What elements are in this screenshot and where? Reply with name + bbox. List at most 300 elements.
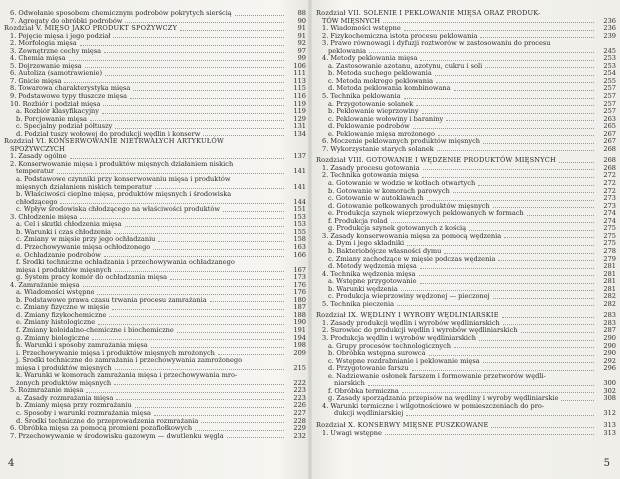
leader-dots: [83, 286, 284, 287]
toc-entry-page: 253: [603, 61, 616, 70]
toc-entry-page: 166: [293, 250, 306, 259]
leader-dots: [385, 434, 594, 435]
toc-entry-page: 292: [603, 356, 616, 365]
toc-entry-page: 91: [297, 31, 306, 40]
toc-entry-title: f. Zmiany koloidalno-chemiczne i biochemiczne: [16, 325, 174, 334]
leader-dots: [444, 253, 594, 254]
toc-entry-page: 281: [603, 277, 616, 286]
toc-entry-title: 3. Zasady konserwowania mięsa za pomocą wędzenia: [322, 231, 502, 240]
toc-entry-title: 7. Gnicie mięsa: [10, 76, 62, 85]
toc-entry-title: 10. Rozbiór i podział mięsa: [10, 99, 101, 108]
toc-entry-title: b. Metoda suchego peklowania: [328, 69, 432, 78]
toc-entry-page: 153: [293, 212, 306, 221]
leader-dots: [368, 385, 594, 386]
leader-dots: [454, 90, 594, 91]
leader-dots: [420, 60, 594, 61]
toc-entry-title: Rozdział VII. SOLENIE I PEKLOWANIE MIĘSA ORAZ PRODUK-: [316, 10, 541, 17]
leader-dots: [90, 120, 284, 121]
toc-entry-page: 97: [297, 46, 306, 55]
toc-entry-page: 176: [293, 288, 306, 297]
toc-entry-title: 3. Zewnętrzne cechy mięsa: [10, 46, 102, 55]
leader-dots: [397, 305, 594, 306]
toc-entry-page: 272: [603, 179, 616, 188]
leader-dots: [130, 98, 284, 99]
toc-entry-title: d. Gotowanie pełkowanych produktów mięsnych: [328, 201, 490, 210]
toc-entry-title: 4. Warunki termiczne i wilgotnościowe w pomieszczeniach do pro-: [322, 401, 545, 410]
toc-entry-page: 290: [603, 349, 616, 358]
toc-entry-page: 167: [293, 265, 306, 274]
toc-entry-title: Rozdział X. KONSERWY MIĘSNE PUSZKOWANE: [316, 420, 489, 429]
toc-entry-page: 313: [603, 428, 616, 437]
toc-entry-title: 6. Moczenie peklowanych produktów mięsnych: [322, 137, 481, 146]
leader-dots: [170, 279, 284, 280]
leader-dots: [158, 241, 284, 242]
toc-entry-page: 268: [603, 144, 616, 153]
leader-dots: [446, 120, 594, 121]
toc-entry-page: 141: [293, 182, 306, 191]
leader-dots: [113, 37, 284, 38]
toc-entry-title: c. Metoda mokrego peklowania: [328, 76, 434, 85]
toc-entry-title: b. Zmiany mięsa przy rozmrażaniu: [16, 401, 132, 410]
toc-entry-title: g. Produkcja szynek gotowanych z kością: [328, 224, 467, 233]
toc-entry-page: 223: [293, 386, 306, 395]
toc-entry-title: e. Zmiany histologiczne: [16, 318, 96, 327]
toc-entry-title: niarskich: [334, 379, 365, 388]
toc-entry-title: 7. Wykorzystanie starych solanek: [322, 144, 434, 153]
toc-entry-page: 194: [293, 333, 306, 342]
toc-entry-title: j. Środki techniczne do zamrażania i przechowywania zamrożonego: [16, 356, 243, 365]
leader-dots: [493, 207, 594, 208]
leader-dots: [479, 340, 594, 341]
leader-dots: [125, 22, 284, 23]
toc-entry-page: 111: [293, 69, 306, 78]
leader-dots: [422, 113, 594, 114]
toc-entry-title: a. Zastosowanie azotanu, azotynu, cukru i soli: [328, 61, 483, 70]
toc-entry-title: 7. Przechowywanie w środowisku gazowym — dwutlenku węgla: [10, 431, 224, 440]
toc-entry-page: 296: [603, 364, 616, 373]
toc-entry-title: 1. Zasady ogólne: [10, 152, 67, 161]
leader-dots: [235, 15, 284, 16]
toc-entry-page: 274: [603, 209, 616, 218]
toc-entry-page: 99: [297, 54, 306, 63]
toc-entry-title: a. Zasady rozmrażania mięsa: [16, 393, 114, 402]
toc-entry-title: b. Peklowanie wieprzowiny: [328, 107, 419, 116]
leader-dots: [85, 67, 284, 68]
toc-entry-title: e. Ochładzanie podrobów: [16, 250, 101, 259]
toc-entry-page: 129: [293, 114, 306, 123]
toc-entry-title: h. Warunki i sposoby zamrażania mięsa: [16, 341, 148, 350]
toc-entry-page: 144: [293, 197, 306, 206]
toc-entry-page: 151: [293, 205, 306, 214]
toc-entry-title: c. Produkcja wieprzowiny wędzonej — pieczonej: [328, 292, 490, 301]
leader-dots: [64, 82, 284, 83]
toc-entry-title: 6. Autoliza (samotrawienie): [10, 69, 103, 78]
toc-entry-page: 257: [603, 84, 616, 93]
toc-entry-title: a. Dym i jego składniki: [328, 239, 405, 248]
toc-entry-page: 282: [603, 292, 616, 301]
leader-dots: [480, 37, 594, 38]
leader-dots: [483, 362, 594, 363]
toc-entry-title: mięsa i produktów mięsnych: [16, 363, 112, 372]
toc-entry-page: 257: [603, 92, 616, 101]
toc-entry-page: 308: [603, 394, 616, 403]
toc-entry-title: 4. Zamrażanie mięsa: [10, 280, 80, 289]
toc-entry-page: 255: [603, 76, 616, 85]
toc-entry-page: 90: [297, 16, 306, 25]
leader-dots: [180, 30, 284, 31]
toc-entry-page: 275: [603, 224, 616, 233]
toc-entry-page: 187: [293, 303, 306, 312]
toc-entry-page: 153: [293, 220, 306, 229]
toc-entry: [316, 301, 616, 309]
toc-entry-page: 275: [603, 231, 616, 240]
toc-entry-page: 273: [603, 201, 616, 210]
leader-dots: [103, 105, 284, 106]
toc-entry-title: k. Warunki w komorach zamrażania mięsa i przechowywania mro-: [16, 371, 238, 380]
toc-entry-page: 265: [603, 122, 616, 131]
leader-dots: [125, 226, 284, 227]
leader-dots: [437, 150, 594, 151]
leader-dots: [469, 230, 594, 231]
toc-entry-title: f. Produkcja rolad: [328, 216, 388, 225]
toc-entry-page: 278: [603, 246, 616, 255]
left-page: [4, 10, 306, 450]
toc-entry-title: 6. Obróbka mięsa za pomocą promieni pozafiołkowych: [10, 424, 193, 433]
leader-dots: [115, 128, 284, 129]
toc-entry-title: 2. Fizykochemiczna istota procesu peklowania: [322, 31, 478, 40]
leader-dots: [406, 415, 594, 416]
toc-entry-title: temperatur: [16, 167, 55, 176]
toc-entry-page: 272: [603, 186, 616, 195]
toc-entry-title: 2. Morfologia mięsa: [10, 39, 77, 48]
toc-entry-title: a. Grupy procesów technologicznych: [328, 341, 452, 350]
leader-dots: [402, 392, 594, 393]
leader-dots: [80, 45, 284, 46]
leader-dots: [57, 173, 284, 174]
toc-entry-title: f. Środki techniczne ochładzania i przechowywania ochładzanego: [16, 258, 235, 267]
leader-dots: [153, 249, 284, 250]
leader-dots: [420, 268, 594, 269]
toc-entry-title: 5. Dojrzewanie mięsa: [10, 61, 82, 70]
toc-entry-page: 215: [293, 363, 306, 372]
toc-entry-title: mięsa i produktów mięsnych: [16, 265, 112, 274]
toc-entry-title: c. Wstępne rozdrabnianie i peklowanie mięsa: [328, 356, 480, 365]
toc-entry-title: dukcji wędliniarskiej: [334, 409, 404, 418]
toc-entry-page: 257: [603, 107, 616, 116]
toc-entry-title: c. Zmiany fizyczne w mięsie: [16, 303, 110, 312]
leader-dots: [109, 316, 284, 317]
toc-entry-title: c. Sposoby i warunki rozmrażania mięsa: [16, 408, 151, 417]
toc-entry-page: 176: [293, 280, 306, 289]
toc-entry: [316, 430, 616, 438]
leader-dots: [383, 22, 594, 23]
leader-dots: [478, 185, 594, 186]
toc-entry-title: 4. Chemia mięsa: [10, 54, 66, 63]
toc-entry-title: d. Metoda peklowania kombinowana: [328, 84, 451, 93]
leader-dots: [69, 60, 284, 61]
toc-entry-title: 3. Chłodzenie mięsa: [10, 212, 78, 221]
leader-dots: [135, 407, 284, 408]
toc-entry-title: 3. Produkcja wędlin i wyrobów wędliniarskich: [322, 333, 476, 342]
toc-entry-page: 236: [603, 16, 616, 25]
leader-dots: [80, 218, 284, 219]
toc-entry-title: 1. Zasady produkcji wędlin i wyrobów wędliniarskich: [322, 318, 500, 327]
toc-entry-title: Rozdział V. MIĘSO JAKO PRODUKT SPOŻYWCZY: [4, 24, 178, 33]
toc-entry-title: SPOŻYWCZYCH: [10, 144, 65, 153]
toc-entry-title: e. Peklowanie mięsa mrożonego: [328, 129, 435, 138]
toc-entry-page: 113: [293, 76, 306, 85]
leader-dots: [502, 317, 594, 318]
toc-entry-title: 1. Wiadomości wstępne: [322, 24, 401, 33]
toc-entry-page: 141: [293, 167, 306, 176]
leader-dots: [116, 399, 284, 400]
page-fold: [308, 0, 312, 479]
toc-entry-title: a. Cel i skutki chłodzenia mięsa: [16, 220, 122, 229]
leader-dots: [419, 275, 594, 276]
toc-entry-page: 198: [293, 341, 306, 350]
leader-dots: [521, 332, 594, 333]
toc-entry-page: 281: [603, 269, 616, 278]
leader-dots: [435, 75, 594, 76]
toc-entry-page: 274: [603, 216, 616, 225]
toc-entry-title: a. Przygotowanie solanek: [328, 99, 414, 108]
toc-entry-page: 268: [603, 163, 616, 172]
toc-entry-title: Rozdział VI. KONSERWOWANIE NIETRWAŁYCH ARTYKUŁÓW: [4, 137, 224, 146]
toc-entry-page: 119: [293, 99, 306, 108]
leader-dots: [154, 415, 284, 416]
toc-entry-page: 290: [603, 333, 616, 342]
toc-entry-title: b. Właściwości cieplne mięsa, produktów mięsnych i środowiska: [16, 190, 232, 199]
toc-entry-page: 279: [603, 254, 616, 263]
toc-entry-title: 2. Konserwowanie mięsa i produktów mięsnych działaniem niskich: [10, 159, 234, 168]
toc-entry-title: 4. Metody peklowania mięsa: [322, 54, 418, 63]
toc-entry-page: 272: [603, 171, 616, 180]
toc-entry-page: 254: [603, 69, 616, 78]
toc-entry-page: 158: [293, 235, 306, 244]
toc-entry-title: 1. Uwagi wstępne: [322, 428, 382, 437]
leader-dots: [453, 192, 594, 193]
leader-dots: [114, 233, 284, 234]
toc-entry-title: TÓW MIĘSNYCH: [322, 16, 381, 25]
toc-entry-title: f. Obróbka termiczna: [328, 386, 399, 395]
page-number-left: 4: [8, 458, 15, 469]
toc-entry-page: 91: [297, 24, 306, 33]
toc-entry-title: c. Gotowanie w autoklawach: [328, 194, 424, 203]
leader-dots: [86, 392, 284, 393]
toc-entry-title: a. Wiadomości wstępne: [16, 288, 95, 297]
toc-entry-page: 257: [603, 99, 616, 108]
toc-entry-title: a. Podstawowe czynniki przy konserwowaniu mięsa i produktów: [16, 175, 231, 184]
leader-dots: [404, 98, 594, 99]
toc-entry-title: mięsnych działaniem niskich temperatur: [16, 182, 153, 191]
toc-entry-page: 245: [603, 46, 616, 55]
toc-entry-page: 228: [293, 416, 306, 425]
toc-entry-title: Rozdział VIII. GOTOWANIE I WĘDZENIE PRODUKTÓW MIĘSNYCH: [316, 156, 556, 165]
toc-entry-page: 163: [293, 242, 306, 251]
toc-entry-title: 5. Technika pieczenia: [322, 299, 395, 308]
right-page: [316, 10, 616, 450]
toc-entry-page: 92: [297, 39, 306, 48]
toc-entry-title: b. Gotowanie w komorach parowych: [328, 186, 450, 195]
toc-entry-title: żonych produktów mięsnych: [16, 378, 112, 387]
leader-dots: [407, 245, 594, 246]
leader-dots: [498, 260, 594, 261]
toc-entry-page: 267: [603, 129, 616, 138]
leader-dots: [218, 354, 284, 355]
leader-dots: [503, 324, 594, 325]
toc-entry-page: 173: [293, 273, 306, 282]
toc-entry-page: 268: [603, 156, 616, 165]
toc-entry-title: b. Warunki wędzenia: [328, 284, 398, 293]
toc-entry-page: 226: [293, 401, 306, 410]
toc-entry-title: a. Wstępne przygotowanie: [328, 277, 417, 286]
toc-entry-title: 1. Pojęcie mięsa i jego podział: [10, 31, 111, 40]
toc-entry-page: 267: [603, 137, 616, 146]
toc-entry-page: 273: [603, 194, 616, 203]
leader-dots: [112, 309, 284, 310]
toc-entry-page: 283: [603, 318, 616, 327]
toc-entry-title: 5. Technika peklowania: [322, 92, 401, 101]
leader-dots: [454, 347, 594, 348]
leader-dots: [114, 384, 284, 385]
toc-entry-page: 209: [293, 348, 306, 357]
toc-entry-title: i. Przechowywanie mięsa i produktów mięsnych mrożonych: [16, 348, 215, 357]
leader-dots: [70, 158, 284, 159]
toc-entry-title: e. Produkcja szynek wieprzowych peklowanych w formach: [328, 209, 524, 218]
leader-dots: [491, 427, 594, 428]
leader-dots: [115, 369, 284, 370]
toc-entry-page: 116: [293, 92, 306, 101]
leader-dots: [227, 437, 284, 438]
toc-entry-page: 312: [603, 409, 616, 418]
toc-entry-page: 275: [603, 239, 616, 248]
toc-entry-title: d. Metody wędzenia mięsa: [328, 262, 417, 271]
toc-entry-page: 290: [603, 341, 616, 350]
toc-entry: [4, 433, 306, 441]
toc-entry-page: 313: [603, 420, 616, 429]
toc-entry-page: 281: [603, 262, 616, 271]
toc-entry-page: 188: [293, 310, 306, 319]
page-number-right: 5: [603, 458, 610, 469]
toc-entry-page: 155: [293, 227, 306, 236]
leader-dots: [133, 90, 284, 91]
leader-dots: [223, 211, 284, 212]
toc-entry-page: 180: [293, 295, 306, 304]
toc-entry-title: 5. Rozmrażanie mięsa: [10, 386, 84, 395]
toc-entry-title: b. Podstawowe prawa czasu trwania procesu zamrażania: [16, 295, 207, 304]
toc-entry-title: a. Gotowanie w wodzie w kotłach otwartych: [328, 179, 476, 188]
leader-dots: [105, 75, 284, 76]
toc-entry-page: 282: [603, 299, 616, 308]
toc-entry-page: 137: [293, 152, 306, 161]
toc-entry-title: c. Zmiany w mięsie przy jego ochładzaniu: [16, 235, 156, 244]
toc-entry-title: 9. Podstawowe typy tłuszcze mięsa: [10, 92, 128, 101]
leader-dots: [60, 203, 284, 204]
leader-dots: [485, 67, 594, 68]
leader-dots: [483, 143, 594, 144]
toc-entry-title: 8. Towarowa charakterystyka mięsa: [10, 84, 131, 93]
toc-entry-page: 227: [293, 408, 306, 417]
toc-entry-page: 119: [293, 107, 306, 116]
leader-dots: [391, 222, 594, 223]
leader-dots: [115, 271, 284, 272]
leader-dots: [401, 290, 594, 291]
toc-entry-page: 229: [293, 424, 306, 433]
toc-entry: [316, 410, 616, 418]
leader-dots: [404, 30, 594, 31]
toc-entry-page: 131: [293, 122, 306, 131]
toc-entry-title: c. Zmiany zachodzące w mięsie podczas wędzenia: [328, 254, 496, 263]
toc-entry-title: 6. Odwołanie sposobem chemicznym podrobów pokrytych sierścią: [10, 10, 232, 17]
leader-dots: [427, 200, 594, 201]
toc-entry-page: 115: [293, 84, 306, 93]
leader-dots: [416, 105, 594, 106]
toc-entry-title: 4. Technika wędzenia mięsa: [322, 269, 416, 278]
leader-dots: [97, 294, 284, 295]
leader-dots: [104, 256, 284, 257]
leader-dots: [493, 298, 594, 299]
toc-entry-title: 3. Prawo równowagi i dyfuzji roztworów w zastosowaniu do procesu: [322, 39, 551, 48]
leader-dots: [423, 169, 594, 170]
toc-entry-title: g. Zmiany biologiczne: [16, 333, 90, 342]
toc-entry-title: b. Obróbka wstępna surowca: [328, 349, 426, 358]
leader-dots: [436, 82, 594, 83]
leader-dots: [210, 301, 284, 302]
leader-dots: [195, 430, 284, 431]
leader-dots: [504, 237, 594, 238]
leader-dots: [98, 324, 284, 325]
toc-entry-page: 239: [603, 31, 616, 40]
leader-dots: [438, 135, 594, 136]
toc-entry-page: 302: [603, 386, 616, 395]
toc-entry-page: 283: [603, 311, 616, 320]
toc-entry-title: a. Rozbiór klasyfikacyjny: [16, 107, 99, 116]
toc-entry-title: 1. Zasady procesu gotowania: [322, 163, 420, 172]
leader-dots: [420, 283, 594, 284]
toc-entry-page: 253: [603, 54, 616, 63]
leader-dots: [422, 177, 594, 178]
toc-entry: [316, 146, 616, 154]
toc-entry-title: b. Bakteriobójcze własności dymu: [328, 246, 442, 255]
toc-entry-title: e. Nadziewanie osłonek farszem i formowanie przetworów wędli-: [328, 371, 546, 380]
toc-entry-title: d. Zmiany fizykochemiczne: [16, 310, 107, 319]
leader-dots: [104, 52, 284, 53]
toc-entry-title: d. Podział tuszy wołowej do produkcji wędlin i konserw: [16, 129, 201, 138]
toc-entry-page: 191: [293, 325, 306, 334]
toc-entry-title: d. Peklowanie podrobów: [328, 122, 410, 131]
toc-entry-page: 134: [293, 129, 306, 138]
toc-entry-page: 263: [603, 114, 616, 123]
toc-entry-page: 106: [293, 61, 306, 70]
leader-dots: [369, 52, 594, 53]
leader-dots: [413, 128, 594, 129]
toc-entry-title: g. System pracy komór do ochładzania mięsa: [16, 273, 168, 282]
toc-entry-title: d. Przechowywanie mięsa ochłodzonego: [16, 242, 151, 251]
leader-dots: [561, 400, 594, 401]
leader-dots: [177, 332, 284, 333]
leader-dots: [155, 188, 284, 189]
leader-dots: [102, 113, 284, 114]
toc-entry-page: 223: [293, 393, 306, 402]
toc-entry-title: g. Zasady sporządzania przepisów na wędliny i wyroby wędliniarskie: [328, 394, 559, 403]
toc-entry-page: 287: [603, 326, 616, 335]
toc-entry-page: 222: [293, 378, 306, 387]
toc-entry-title: c. Wpływ środowiska chłodzącego na właściwości produktów: [16, 205, 221, 214]
toc-entry-title: 2. Technika gotowania mięsa: [322, 171, 419, 180]
toc-entry-title: 2. Surowiec do produkcji wędlin i wyrobów wędliniarskich: [322, 326, 518, 335]
toc-entry-title: chłodzącego: [16, 197, 58, 206]
toc-entry-title: c. Specjalny podział półtuszy: [16, 122, 113, 131]
